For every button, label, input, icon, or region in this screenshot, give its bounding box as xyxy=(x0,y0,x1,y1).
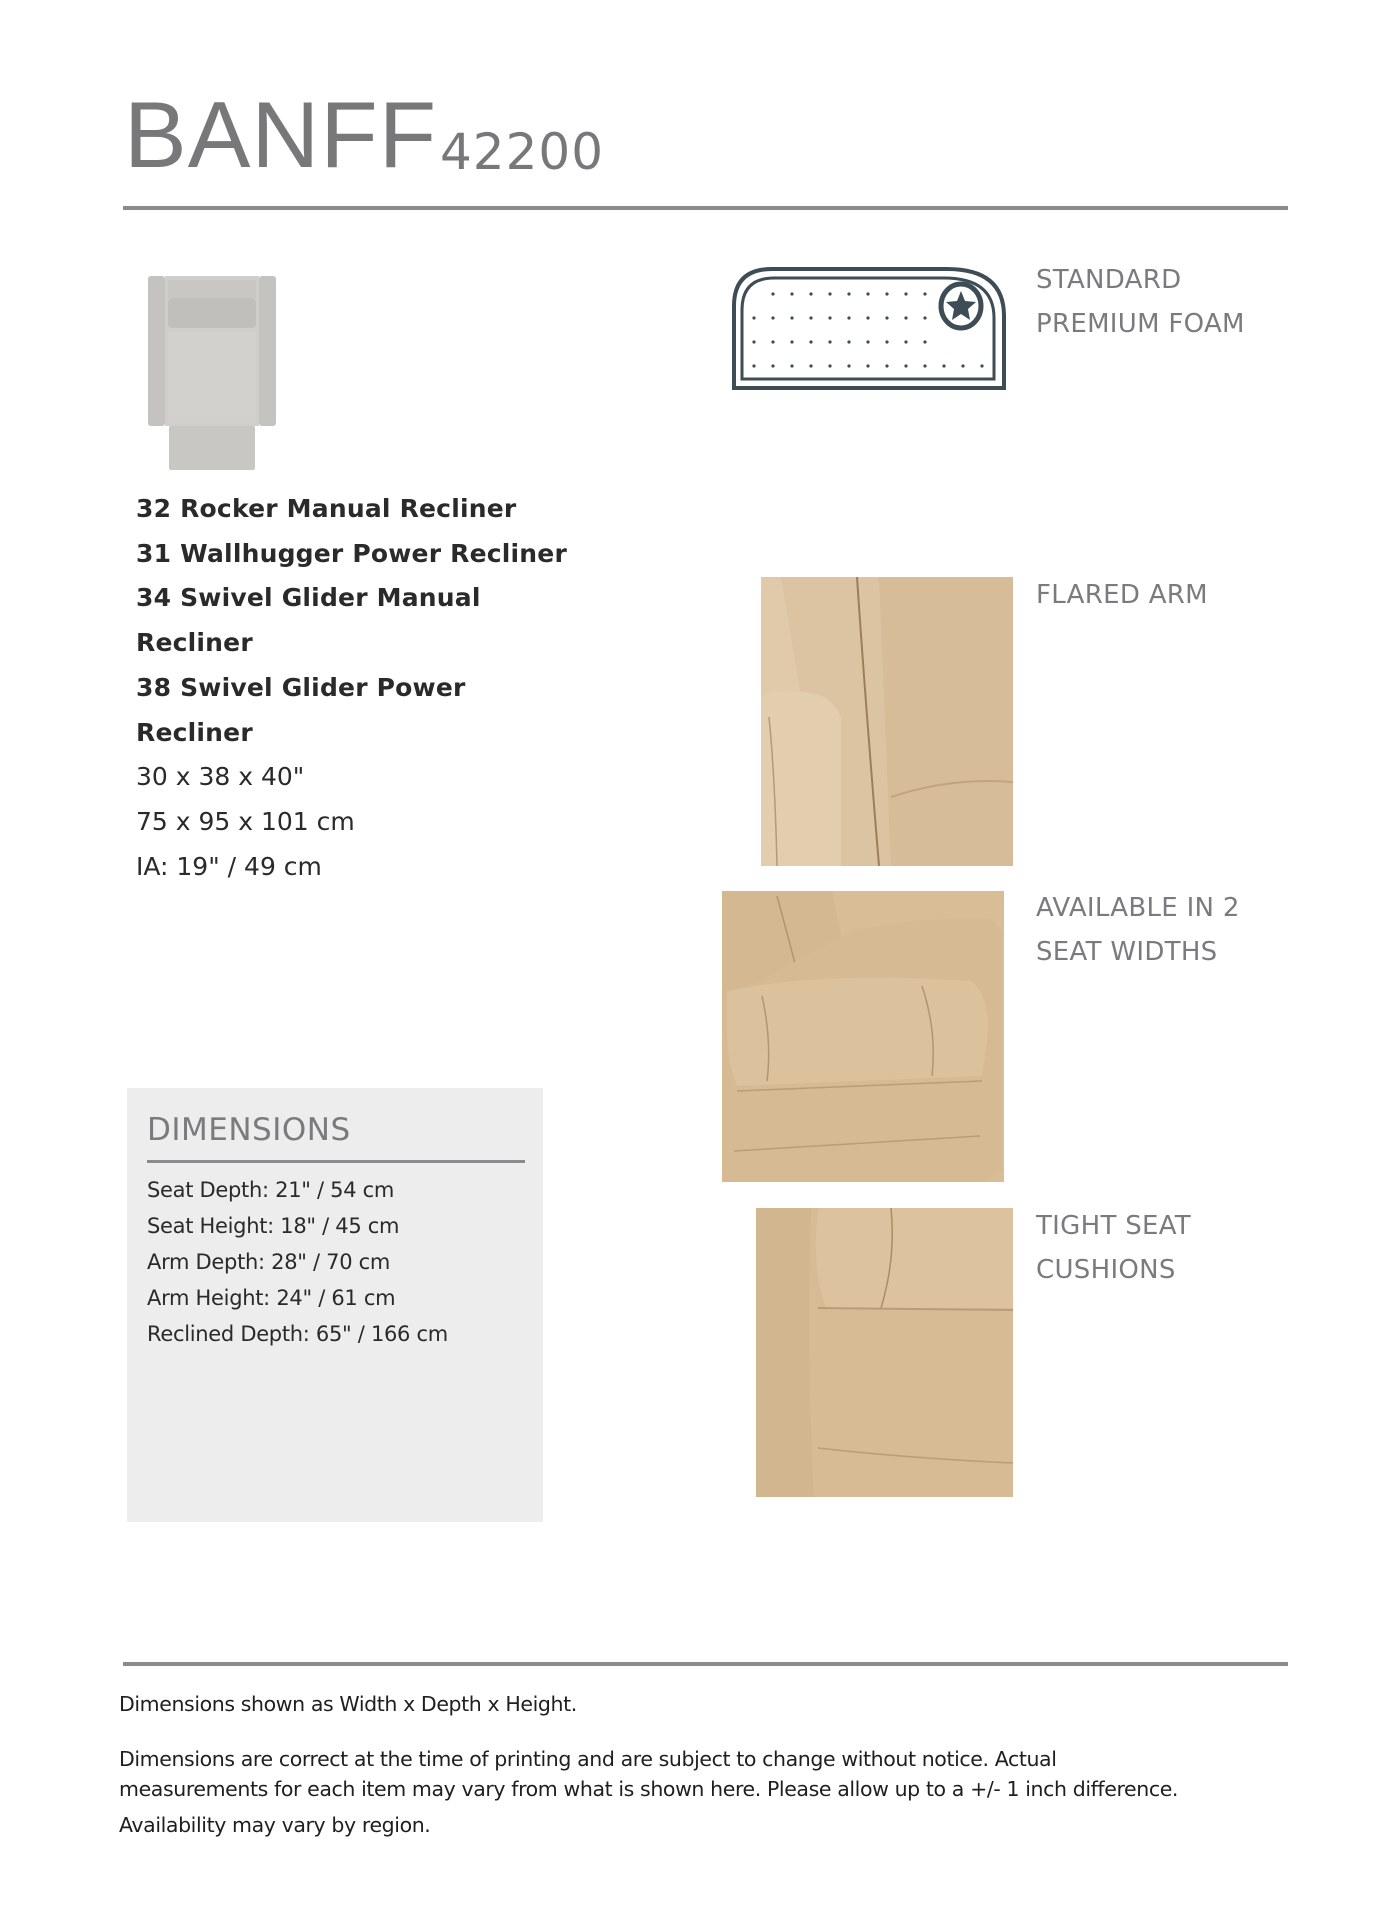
feature-premium-foam xyxy=(1036,258,1245,346)
foam-dot xyxy=(847,292,850,295)
feature-seat-widths xyxy=(1036,886,1240,974)
foam-dot xyxy=(809,364,812,367)
dimensions-list xyxy=(147,1172,448,1352)
foam-dot xyxy=(885,364,888,367)
dimension-item: Seat Height: 18" / 45 cm xyxy=(147,1214,400,1238)
overall-dimension-inches: 30 x 38 x 40" xyxy=(136,762,305,792)
foam-dot xyxy=(828,340,831,343)
foam-dot xyxy=(866,292,869,295)
foam-dot xyxy=(923,364,926,367)
foam-dot xyxy=(790,340,793,343)
foam-dot xyxy=(904,340,907,343)
foam-dot xyxy=(904,292,907,295)
feature-label: TIGHT SEAT xyxy=(1036,1211,1191,1241)
configuration-line: Recliner xyxy=(136,717,253,747)
foam-dot xyxy=(809,292,812,295)
foam-cushion-star-icon xyxy=(732,266,1006,390)
foam-dot xyxy=(828,364,831,367)
dimension-item: Arm Height: 24" / 61 cm xyxy=(147,1286,396,1310)
feature-label: SEAT WIDTHS xyxy=(1036,937,1218,967)
model-number: 42200 xyxy=(440,123,605,181)
foam-dot xyxy=(942,364,945,367)
foam-dot xyxy=(790,316,793,319)
dimensions-divider xyxy=(147,1160,525,1163)
foam-dot xyxy=(923,292,926,295)
feature-label: CUSHIONS xyxy=(1036,1255,1176,1285)
product-title: BANFF xyxy=(124,82,438,187)
foam-dot xyxy=(885,292,888,295)
footer-divider xyxy=(123,1662,1288,1666)
dimensions-heading: DIMENSIONS xyxy=(147,1112,351,1148)
foam-dot xyxy=(752,316,755,319)
seat-width-photo xyxy=(722,891,1013,1182)
foam-dot xyxy=(961,364,964,367)
recliner-top-view-icon xyxy=(148,276,276,470)
tight-seat-cushion-photo xyxy=(756,1208,1013,1497)
feature-label: AVAILABLE IN 2 xyxy=(1036,893,1240,923)
foam-dot xyxy=(866,316,869,319)
configuration-line: 38 Swivel Glider Power xyxy=(136,672,466,702)
foam-dot xyxy=(809,316,812,319)
foam-dot xyxy=(790,292,793,295)
overall-dimension-cm: 75 x 95 x 101 cm xyxy=(136,806,355,836)
inside-arm-dimension: IA: 19" / 49 cm xyxy=(136,851,322,881)
footer-disclaimer-line2: measurements for each item may vary from what is shown here. Please allow up to a +/- 1 inch difference. xyxy=(119,1777,1179,1801)
foam-dot xyxy=(923,340,926,343)
foam-dot xyxy=(866,364,869,367)
dimension-item: Reclined Depth: 65" / 166 cm xyxy=(147,1322,448,1346)
foam-dot xyxy=(752,340,755,343)
product-configurations xyxy=(136,487,596,889)
foam-dot xyxy=(809,340,812,343)
foam-dot xyxy=(980,364,983,367)
foam-dot xyxy=(923,316,926,319)
dimension-item: Arm Depth: 28" / 70 cm xyxy=(147,1250,391,1274)
foam-dot xyxy=(885,316,888,319)
dimensions-panel xyxy=(127,1088,543,1522)
foam-dot xyxy=(752,364,755,367)
flared-arm-photo xyxy=(761,577,1013,866)
foam-dot xyxy=(771,364,774,367)
dimension-item: Seat Depth: 21" / 54 cm xyxy=(147,1178,395,1202)
foam-dot xyxy=(847,340,850,343)
foam-dot xyxy=(771,340,774,343)
foam-dot xyxy=(828,292,831,295)
feature-flared-arm xyxy=(1036,573,1208,617)
configuration-line: 31 Wallhugger Power Recliner xyxy=(136,538,567,568)
feature-label: STANDARD xyxy=(1036,265,1182,295)
foam-dot xyxy=(790,364,793,367)
feature-label: FLARED ARM xyxy=(1036,580,1208,610)
foam-dot xyxy=(771,292,774,295)
footer-availability-note: Availability may vary by region. xyxy=(119,1813,431,1837)
footer-dimension-note: Dimensions shown as Width x Depth x Height. xyxy=(119,1692,577,1716)
foam-dot xyxy=(904,364,907,367)
foam-dot xyxy=(885,340,888,343)
foam-dot xyxy=(771,316,774,319)
foam-dot xyxy=(866,340,869,343)
header-divider xyxy=(123,206,1288,210)
feature-tight-seat-cushions xyxy=(1036,1204,1191,1292)
foam-dot xyxy=(828,316,831,319)
foam-dot xyxy=(847,316,850,319)
foam-dot xyxy=(904,316,907,319)
configuration-line: 34 Swivel Glider Manual xyxy=(136,583,481,613)
configuration-line: 32 Rocker Manual Recliner xyxy=(136,494,517,523)
feature-label: PREMIUM FOAM xyxy=(1036,309,1245,339)
configuration-line: Recliner xyxy=(136,628,253,658)
foam-dot xyxy=(847,364,850,367)
footer-disclaimer-line1: Dimensions are correct at the time of printing and are subject to change without notice. Actual xyxy=(119,1747,1057,1771)
